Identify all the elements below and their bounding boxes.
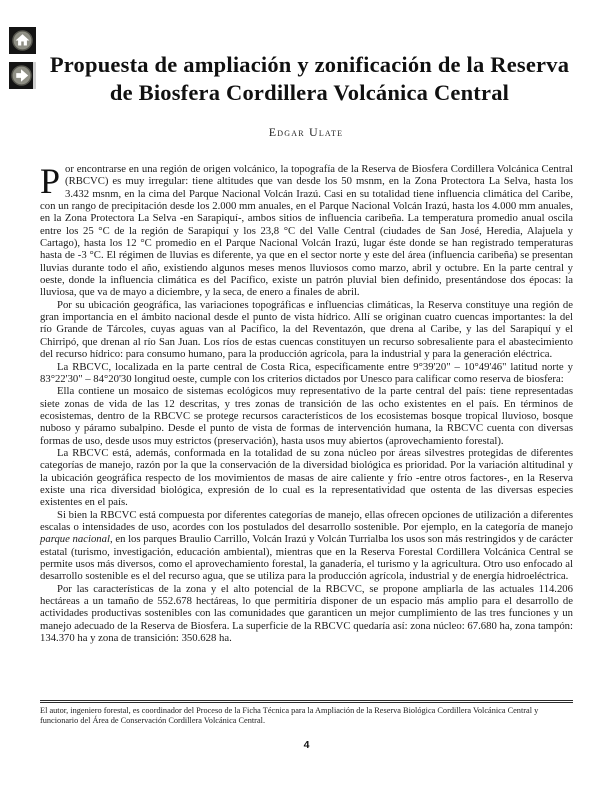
paragraph-text: La RBCVC está, además, conformada en la totalidad de su zona núcleo por áreas silvestres protegidas de diferentes categorías de manejo, razón por la que la conservación de la diversidad biológica es prioridad. Por la variación altitudinal y la ubicación geográfica respecto de los movimientos de masas de aire caliente y frío -entre otros factores-, en la Reserva existe una rica diversidad biológica, expresión de lo cual es la representatividad que ostenta de las diversas especies existentes en el país.: [40, 446, 573, 509]
paragraph: [40, 447, 573, 509]
next-page-button[interactable]: [9, 62, 36, 89]
next-arrow-icon: [10, 64, 33, 87]
paragraph-text: Si bien la RBCVC está compuesta por diferentes categorías de manejo, ellas ofrecen opciones de utilización a diferentes escalas o intensidades de uso, acordes con los postulados del desarrollo sostenible. Por ejemplo, en la categoría de manejo: [40, 508, 573, 533]
paragraph-text: , en los parques Braulio Carrillo, Volcán Irazú y Volcán Turrialba los usos son más restringidos y de carácter estatal (turismo, investigación, educación ambiental), mientras que en la Reserva Forestal Cordillera Volcánica Central se permite usos más diversos, como el aprovechamiento forestal, la ganadería, el turismo y la agricultura. Otro uso enfocado al desarrollo sostenible es el del recurso agua, que se utiliza para la producción agrícola, industrial y de energía hidroeléctrica.: [40, 533, 573, 583]
paragraph: [40, 163, 573, 299]
paragraph-text: parque nacional: [40, 533, 110, 546]
page-title-line-1: Propuesta de ampliación y zonificación de la Reserva: [49, 52, 570, 78]
paragraph-text: Por las características de la zona y el alto potencial de la RBCVC, se propone ampliarla de las actuales 114.206 hectáreas a un tamaño de 552.678 hectáreas, lo que permitiría disponer de un espacio más amplio para el desarrollo de actividades productivas sostenibles con las comunidades que garanticen un mejor cumplimiento de las tres funciones y un manejo adecuado de la Reserva de Biosfera. La superficie de la RBCVC quedaría así: zona núcleo: 67.680 ha, zona tampón: 134.370 ha y zona de transición: 350.628 ha.: [40, 582, 573, 645]
paragraph: [40, 509, 573, 583]
body-text: [40, 163, 573, 644]
paragraph: [40, 385, 573, 447]
page-title-line-2: de Biosfera Cordillera Volcánica Central: [109, 80, 510, 106]
paragraph-text: Ella contiene un mosaico de sistemas ecológicos muy representativo de la parte central del país: tiene representadas siete zonas de vida de las 12 descritas, y tres zonas de transición de las ocho existentes en el país. En términos de ecosistemas, dentro de la RBCVC se protege recursos característicos de los ecosistemas bosque tropical lluvioso, bosque nuboso y páramo subalpino. Desde el punto de vista de formas de intervención humana, la RBCVC cuenta con diversas formas de uso, desde usos muy estrictos (preservación), hasta usos muy abiertos (aprovechamiento forestal).: [40, 385, 573, 447]
dropcap: P: [40, 161, 61, 201]
paragraph-text: Por su ubicación geográfica, las variaciones topográficas e influencias climáticas, la Reserva constituye una región de gran importancia en el ámbito nacional desde el punto de vista hídrico. Allí se originan cuatro cuencas importantes: la del río Grande de Tárcoles, cuyas aguas van al Pacífico, la del Reventazón, que drena al Caribe, y las del Sarapiquí y el Chirripó, que drenan al río San Juan. Los ríos de estas cuencas constituyen un recurso sobresaliente para el abastecimiento del recurso hídrico: para consumo humano, para la producción agrícola, para la industrial y para la generación eléctrica.: [40, 298, 573, 361]
paragraph: [40, 583, 573, 645]
footnote: El autor, ingeniero forestal, es coordinador del Proceso de la Ficha Técnica para la Ampliación de la Reserva Biológica Cordillera Volcánica Central y funcionario del Área de Conservación Cordillera Volcánica Central.: [40, 700, 573, 726]
page-title: [45, 51, 574, 107]
nav-buttons: [9, 27, 36, 97]
paragraph: [40, 299, 573, 361]
home-button[interactable]: [9, 27, 36, 54]
home-icon: [11, 29, 34, 52]
paragraph-text: or encontrarse en una región de origen volcánico, la topografía de la Reserva de Biosfera Cordillera Volcánica Central (RBCVC) es muy irregular: tiene altitudes que van desde los 50 msnm, en la Zona Protectora La Selva, hasta los 3.432 msnm, en la cima del Parque Nacional Volcán Irazú. Casi en su totalidad tiene influencia climática del Caribe, con un rango de precipitación desde los 2.000 mm anuales, en el Parque Nacional Volcán Irazú, hasta los 4.000 mm anuales, en la Zona Protectora La Selva -en Sarapiquí-, ambos sitios de influencia caribeña. La temperatura promedio anual oscila entre los 25 °C de la región de Sarapiquí y los 23,8 °C del Valle Central (ciudades de San José, Heredia, Alajuela y Cartago), hasta los 12 °C promedio en el Parque Nacional Volcán Irazú, lugar éste donde se han registrado temperaturas hasta de -3 °C. El régimen de lluvias es diferente, ya que en el sector norte y este del área (influencia caribeña) se presentan lluvias durante todo el año, existiendo algunos meses menos lluviosos como marzo, abril y octubre. En la parte central y oeste, donde la influencia climática es del Pacífico, existe un patrón pluvial bien definido, presentándose dos épocas: la lluviosa, que va de mayo a diciembre, y la seca, de enero a finales de abril.: [40, 163, 573, 299]
page-number: 4: [303, 739, 310, 751]
paragraph-text: La RBCVC, localizada en la parte central de Costa Rica, específicamente entre 9°39'20" – 10°49'46" latitud norte y 83°22'30" – 84°20'30 longitud oeste, cumple con los criterios dictados por Unesco para calificar como reserva de biosfera:: [40, 360, 573, 385]
paragraph: [40, 361, 573, 386]
author-byline: Edgar Ulate: [268, 125, 344, 139]
